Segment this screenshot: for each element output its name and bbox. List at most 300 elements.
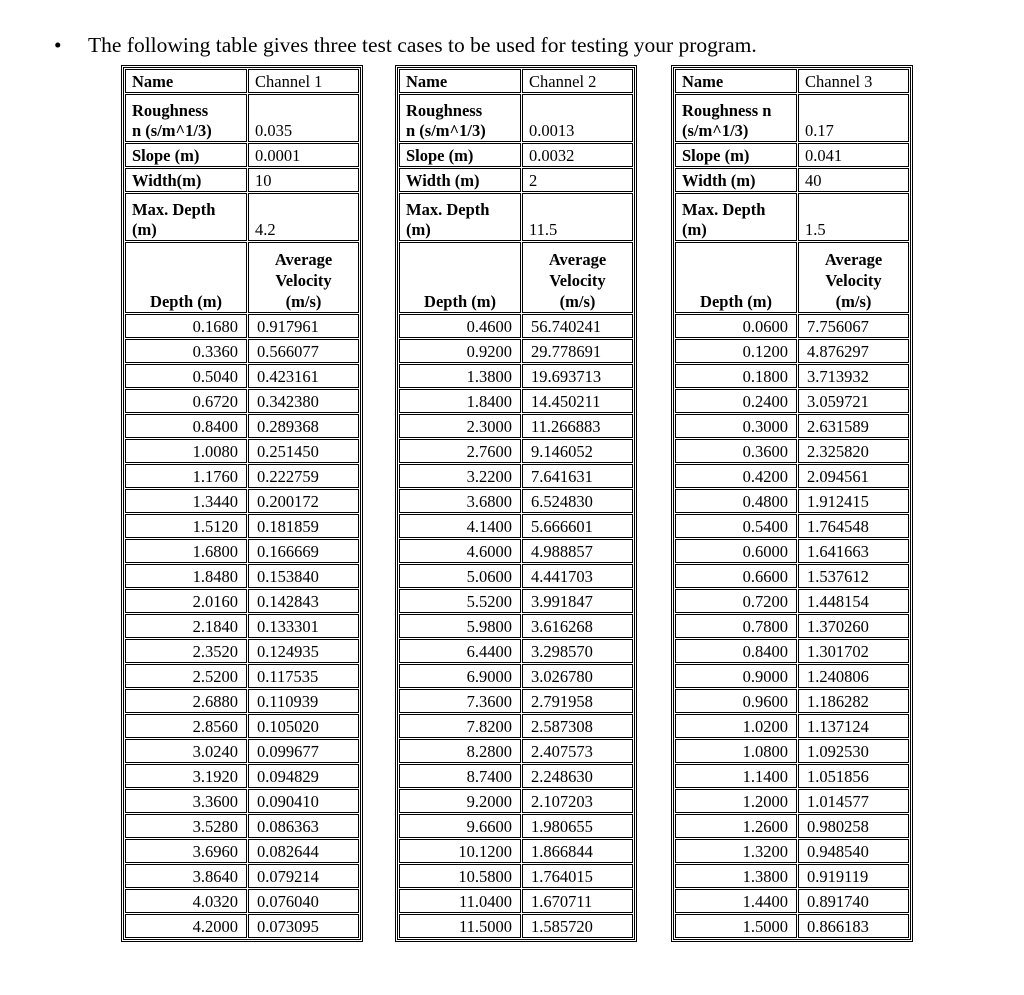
table-row	[399, 564, 633, 588]
name-label: Name	[125, 69, 247, 93]
table-row	[675, 814, 909, 838]
velocity-cell: 1.137124	[798, 714, 909, 738]
depth-cell: 0.6720	[125, 389, 247, 413]
depth-cell: 3.3600	[125, 789, 247, 813]
label-line: (s/m^1/3)	[682, 121, 749, 140]
depth-cell: 4.6000	[399, 539, 521, 563]
velocity-cell: 0.566077	[248, 339, 359, 363]
velocity-cell: 0.073095	[248, 914, 359, 938]
table-row	[125, 514, 359, 538]
depth-cell: 2.8560	[125, 714, 247, 738]
width-label: Width (m)	[399, 168, 521, 192]
table-row	[399, 489, 633, 513]
width-row	[125, 168, 359, 192]
depth-cell: 0.7800	[675, 614, 797, 638]
table-row	[399, 514, 633, 538]
table-row	[125, 814, 359, 838]
velocity-cell: 0.917961	[248, 314, 359, 338]
slope-row	[125, 143, 359, 167]
table-row	[675, 739, 909, 763]
velocity-cell: 0.153840	[248, 564, 359, 588]
depth-cell: 1.3200	[675, 839, 797, 863]
table-row	[675, 389, 909, 413]
table-row	[125, 864, 359, 888]
velocity-cell: 5.666601	[522, 514, 633, 538]
velocity-cell: 0.866183	[798, 914, 909, 938]
table-row	[125, 464, 359, 488]
table-row	[399, 414, 633, 438]
width-label: Width(m)	[125, 168, 247, 192]
velocity-cell: 11.266883	[522, 414, 633, 438]
table-row	[675, 789, 909, 813]
depth-cell: 1.5000	[675, 914, 797, 938]
depth-cell: 5.0600	[399, 564, 521, 588]
table-row	[675, 364, 909, 388]
depth-cell: 0.2400	[675, 389, 797, 413]
velocity-cell: 0.090410	[248, 789, 359, 813]
table-row	[125, 889, 359, 913]
label-line: Average	[274, 250, 333, 269]
velocity-cell: 0.166669	[248, 539, 359, 563]
table-row	[675, 564, 909, 588]
velocity-cell: 2.248630	[522, 764, 633, 788]
label-line: Velocity	[825, 271, 882, 290]
label-line: Velocity	[275, 271, 332, 290]
table-row	[399, 739, 633, 763]
table-row	[125, 539, 359, 563]
table-row	[125, 639, 359, 663]
table-row	[125, 564, 359, 588]
velocity-cell: 0.980258	[798, 814, 909, 838]
depth-cell: 0.1800	[675, 364, 797, 388]
label-line: Max. Depth	[682, 200, 766, 219]
bullet: •	[54, 33, 62, 57]
table-row	[125, 664, 359, 688]
velocity-cell: 7.756067	[798, 314, 909, 338]
slope-row	[675, 143, 909, 167]
depth-cell: 11.0400	[399, 889, 521, 913]
depth-cell: 1.1760	[125, 464, 247, 488]
depth-cell: 2.6880	[125, 689, 247, 713]
table-row	[675, 764, 909, 788]
velocity-cell: 0.222759	[248, 464, 359, 488]
table-row	[675, 839, 909, 863]
table-row	[675, 539, 909, 563]
table-row	[675, 614, 909, 638]
name-label: Name	[675, 69, 797, 93]
depth-cell: 11.5000	[399, 914, 521, 938]
table-row	[399, 539, 633, 563]
slope-label: Slope (m)	[399, 143, 521, 167]
velocity-cell: 0.076040	[248, 889, 359, 913]
intro-line	[54, 32, 757, 58]
width-row	[675, 168, 909, 192]
velocity-cell: 0.919119	[798, 864, 909, 888]
table-row	[125, 839, 359, 863]
velocity-cell: 29.778691	[522, 339, 633, 363]
intro-text: The following table gives three test cases to be used for testing your program.	[88, 33, 757, 57]
table-row	[399, 639, 633, 663]
table-row	[125, 414, 359, 438]
velocity-column-header	[522, 242, 633, 313]
label-line: n (s/m^1/3)	[132, 121, 212, 140]
label-line: (m/s)	[559, 292, 596, 311]
depth-cell: 5.5200	[399, 589, 521, 613]
table-row	[125, 689, 359, 713]
slope-value: 0.0001	[248, 143, 359, 167]
name-row	[125, 69, 359, 93]
width-value: 2	[522, 168, 633, 192]
depth-cell: 0.9000	[675, 664, 797, 688]
velocity-cell: 2.325820	[798, 439, 909, 463]
column-header-row	[125, 242, 359, 313]
velocity-column-header	[248, 242, 359, 313]
slope-value: 0.041	[798, 143, 909, 167]
depth-cell: 1.1400	[675, 764, 797, 788]
table-row	[399, 839, 633, 863]
velocity-cell: 1.448154	[798, 589, 909, 613]
velocity-cell: 1.370260	[798, 614, 909, 638]
width-value: 40	[798, 168, 909, 192]
velocity-cell: 2.094561	[798, 464, 909, 488]
velocity-cell: 0.423161	[248, 364, 359, 388]
depth-cell: 0.4200	[675, 464, 797, 488]
depth-cell: 8.7400	[399, 764, 521, 788]
table-row	[399, 714, 633, 738]
max-depth-label	[399, 193, 521, 241]
depth-cell: 0.3360	[125, 339, 247, 363]
slope-row	[399, 143, 633, 167]
width-row	[399, 168, 633, 192]
velocity-cell: 0.110939	[248, 689, 359, 713]
velocity-cell: 0.099677	[248, 739, 359, 763]
depth-cell: 0.5040	[125, 364, 247, 388]
depth-cell: 1.8400	[399, 389, 521, 413]
depth-cell: 2.7600	[399, 439, 521, 463]
velocity-cell: 1.980655	[522, 814, 633, 838]
table-row	[399, 864, 633, 888]
depth-column-header: Depth (m)	[125, 242, 247, 313]
velocity-cell: 3.026780	[522, 664, 633, 688]
channel-name: Channel 2	[522, 69, 633, 93]
velocity-cell: 14.450211	[522, 389, 633, 413]
label-line: Average	[548, 250, 607, 269]
table-row	[399, 464, 633, 488]
table-row	[125, 389, 359, 413]
label-line: Roughness	[132, 101, 209, 120]
depth-cell: 6.9000	[399, 664, 521, 688]
channel-3-table	[671, 65, 913, 942]
table-row	[125, 764, 359, 788]
roughness-value: 0.035	[248, 94, 359, 142]
depth-cell: 0.5400	[675, 514, 797, 538]
name-row	[399, 69, 633, 93]
velocity-cell: 1.051856	[798, 764, 909, 788]
label-line: Average	[824, 250, 883, 269]
label-line: (m)	[406, 220, 431, 239]
table-row	[675, 889, 909, 913]
velocity-cell: 2.107203	[522, 789, 633, 813]
velocity-cell: 0.086363	[248, 814, 359, 838]
depth-cell: 10.5800	[399, 864, 521, 888]
table-row	[399, 789, 633, 813]
table-row	[125, 314, 359, 338]
depth-cell: 1.2600	[675, 814, 797, 838]
slope-value: 0.0032	[522, 143, 633, 167]
table-row	[125, 739, 359, 763]
velocity-cell: 0.124935	[248, 639, 359, 663]
label-line: (m/s)	[285, 292, 322, 311]
slope-label: Slope (m)	[125, 143, 247, 167]
depth-cell: 3.2200	[399, 464, 521, 488]
velocity-column-header	[798, 242, 909, 313]
depth-cell: 0.4800	[675, 489, 797, 513]
column-header-row	[675, 242, 909, 313]
table-row	[675, 714, 909, 738]
velocity-cell: 1.764015	[522, 864, 633, 888]
table-row	[399, 389, 633, 413]
depth-cell: 9.6600	[399, 814, 521, 838]
velocity-cell: 1.186282	[798, 689, 909, 713]
depth-cell: 1.0800	[675, 739, 797, 763]
table-row	[675, 589, 909, 613]
table-row	[675, 689, 909, 713]
channel-1-table	[121, 65, 363, 942]
table-row	[125, 714, 359, 738]
depth-cell: 0.1680	[125, 314, 247, 338]
depth-cell: 7.3600	[399, 689, 521, 713]
velocity-cell: 6.524830	[522, 489, 633, 513]
table-row	[675, 864, 909, 888]
velocity-cell: 0.079214	[248, 864, 359, 888]
max-depth-value: 1.5	[798, 193, 909, 241]
label-line: (m/s)	[835, 292, 872, 311]
velocity-cell: 2.407573	[522, 739, 633, 763]
depth-cell: 3.5280	[125, 814, 247, 838]
table-row	[675, 464, 909, 488]
velocity-cell: 1.866844	[522, 839, 633, 863]
table-row	[399, 314, 633, 338]
depth-cell: 1.5120	[125, 514, 247, 538]
velocity-cell: 0.251450	[248, 439, 359, 463]
velocity-cell: 0.133301	[248, 614, 359, 638]
table-row	[675, 439, 909, 463]
depth-cell: 10.1200	[399, 839, 521, 863]
label-line: Max. Depth	[406, 200, 490, 219]
depth-cell: 5.9800	[399, 614, 521, 638]
velocity-cell: 1.301702	[798, 639, 909, 663]
table-row	[399, 889, 633, 913]
depth-cell: 0.0600	[675, 314, 797, 338]
depth-cell: 3.8640	[125, 864, 247, 888]
max-depth-value: 4.2	[248, 193, 359, 241]
label-line: Roughness n	[682, 101, 772, 120]
label-line: Velocity	[549, 271, 606, 290]
max-depth-row	[125, 193, 359, 241]
table-row	[399, 614, 633, 638]
velocity-cell: 1.670711	[522, 889, 633, 913]
depth-cell: 1.8480	[125, 564, 247, 588]
roughness-row	[125, 94, 359, 142]
depth-cell: 4.1400	[399, 514, 521, 538]
table-row	[125, 914, 359, 938]
channel-2-table	[395, 65, 637, 942]
velocity-cell: 1.014577	[798, 789, 909, 813]
depth-cell: 0.8400	[675, 639, 797, 663]
channel-name: Channel 3	[798, 69, 909, 93]
table-row	[125, 614, 359, 638]
width-label: Width (m)	[675, 168, 797, 192]
velocity-cell: 1.641663	[798, 539, 909, 563]
table-row	[675, 414, 909, 438]
depth-cell: 0.7200	[675, 589, 797, 613]
label-line: Roughness	[406, 101, 483, 120]
velocity-cell: 1.912415	[798, 489, 909, 513]
depth-column-header: Depth (m)	[675, 242, 797, 313]
table-row	[125, 589, 359, 613]
velocity-cell: 0.342380	[248, 389, 359, 413]
velocity-cell: 0.181859	[248, 514, 359, 538]
depth-cell: 1.4400	[675, 889, 797, 913]
velocity-cell: 0.117535	[248, 664, 359, 688]
max-depth-label	[675, 193, 797, 241]
roughness-label	[125, 94, 247, 142]
velocity-cell: 0.094829	[248, 764, 359, 788]
depth-cell: 3.6960	[125, 839, 247, 863]
velocity-cell: 0.200172	[248, 489, 359, 513]
depth-cell: 1.6800	[125, 539, 247, 563]
velocity-cell: 56.740241	[522, 314, 633, 338]
label-line: (m)	[132, 220, 157, 239]
velocity-cell: 3.991847	[522, 589, 633, 613]
max-depth-row	[399, 193, 633, 241]
name-row	[675, 69, 909, 93]
depth-cell: 0.3000	[675, 414, 797, 438]
velocity-cell: 1.537612	[798, 564, 909, 588]
table-row	[399, 339, 633, 363]
depth-cell: 8.2800	[399, 739, 521, 763]
table-row	[125, 489, 359, 513]
depth-cell: 1.0080	[125, 439, 247, 463]
depth-cell: 0.3600	[675, 439, 797, 463]
table-row	[399, 664, 633, 688]
velocity-cell: 3.713932	[798, 364, 909, 388]
table-row	[675, 639, 909, 663]
depth-cell: 6.4400	[399, 639, 521, 663]
depth-cell: 1.3800	[675, 864, 797, 888]
depth-cell: 0.1200	[675, 339, 797, 363]
roughness-label	[675, 94, 797, 142]
depth-cell: 4.0320	[125, 889, 247, 913]
table-row	[125, 439, 359, 463]
depth-cell: 2.3000	[399, 414, 521, 438]
depth-cell: 0.6600	[675, 564, 797, 588]
table-row	[125, 364, 359, 388]
velocity-cell: 0.142843	[248, 589, 359, 613]
depth-cell: 2.5200	[125, 664, 247, 688]
max-depth-row	[675, 193, 909, 241]
velocity-cell: 3.616268	[522, 614, 633, 638]
depth-cell: 3.6800	[399, 489, 521, 513]
velocity-cell: 1.585720	[522, 914, 633, 938]
roughness-row	[675, 94, 909, 142]
velocity-cell: 2.791958	[522, 689, 633, 713]
table-row	[675, 314, 909, 338]
table-row	[399, 814, 633, 838]
max-depth-value: 11.5	[522, 193, 633, 241]
depth-cell: 0.8400	[125, 414, 247, 438]
velocity-cell: 7.641631	[522, 464, 633, 488]
label-line: n (s/m^1/3)	[406, 121, 486, 140]
velocity-cell: 0.105020	[248, 714, 359, 738]
table-row	[675, 664, 909, 688]
roughness-value: 0.17	[798, 94, 909, 142]
velocity-cell: 2.587308	[522, 714, 633, 738]
velocity-cell: 4.876297	[798, 339, 909, 363]
velocity-cell: 1.764548	[798, 514, 909, 538]
depth-cell: 9.2000	[399, 789, 521, 813]
label-line: (m)	[682, 220, 707, 239]
width-value: 10	[248, 168, 359, 192]
depth-cell: 4.2000	[125, 914, 247, 938]
depth-cell: 7.8200	[399, 714, 521, 738]
velocity-cell: 0.891740	[798, 889, 909, 913]
depth-cell: 1.3800	[399, 364, 521, 388]
channel-name: Channel 1	[248, 69, 359, 93]
label-line: Max. Depth	[132, 200, 216, 219]
velocity-cell: 9.146052	[522, 439, 633, 463]
velocity-cell: 1.092530	[798, 739, 909, 763]
table-row	[399, 589, 633, 613]
depth-cell: 2.1840	[125, 614, 247, 638]
depth-cell: 1.3440	[125, 489, 247, 513]
table-row	[675, 339, 909, 363]
depth-cell: 1.0200	[675, 714, 797, 738]
table-row	[399, 439, 633, 463]
velocity-cell: 3.059721	[798, 389, 909, 413]
depth-cell: 0.4600	[399, 314, 521, 338]
depth-cell: 0.6000	[675, 539, 797, 563]
table-row	[399, 689, 633, 713]
velocity-cell: 2.631589	[798, 414, 909, 438]
velocity-cell: 0.289368	[248, 414, 359, 438]
velocity-cell: 3.298570	[522, 639, 633, 663]
name-label: Name	[399, 69, 521, 93]
velocity-cell: 0.082644	[248, 839, 359, 863]
slope-label: Slope (m)	[675, 143, 797, 167]
depth-cell: 3.0240	[125, 739, 247, 763]
table-row	[399, 364, 633, 388]
depth-cell: 0.9600	[675, 689, 797, 713]
column-header-row	[399, 242, 633, 313]
table-row	[675, 514, 909, 538]
roughness-value: 0.0013	[522, 94, 633, 142]
table-row	[675, 914, 909, 938]
velocity-cell: 4.988857	[522, 539, 633, 563]
depth-column-header: Depth (m)	[399, 242, 521, 313]
velocity-cell: 1.240806	[798, 664, 909, 688]
depth-cell: 0.9200	[399, 339, 521, 363]
depth-cell: 2.3520	[125, 639, 247, 663]
depth-cell: 2.0160	[125, 589, 247, 613]
velocity-cell: 19.693713	[522, 364, 633, 388]
depth-cell: 1.2000	[675, 789, 797, 813]
table-row	[125, 789, 359, 813]
table-row	[399, 764, 633, 788]
table-row	[399, 914, 633, 938]
table-row	[125, 339, 359, 363]
table-row	[675, 489, 909, 513]
